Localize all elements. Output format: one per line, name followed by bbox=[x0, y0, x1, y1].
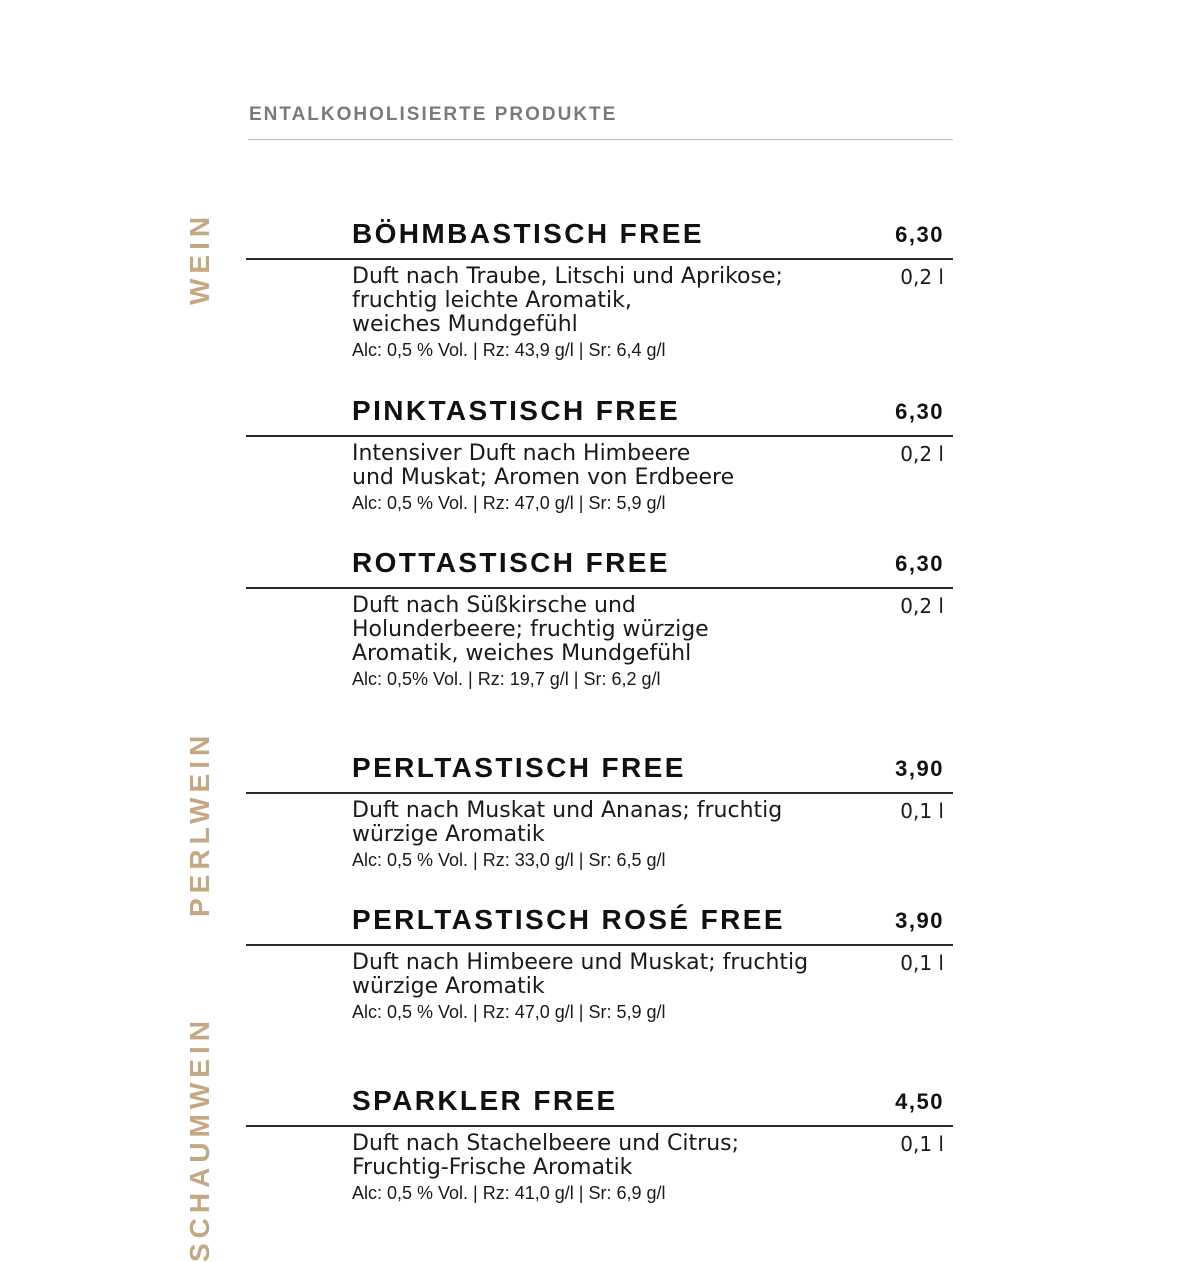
item-price: 6,30 bbox=[895, 551, 944, 576]
item-name: BÖHMBASTISCH FREE bbox=[352, 218, 704, 249]
item-divider bbox=[246, 792, 953, 794]
description-line: würzige Aromatik bbox=[352, 822, 545, 847]
item-divider bbox=[246, 944, 953, 946]
item-divider bbox=[246, 1125, 953, 1127]
item-description bbox=[352, 799, 872, 873]
item-description bbox=[352, 951, 872, 1025]
item-divider bbox=[246, 435, 953, 437]
item-name: ROTTASTISCH FREE bbox=[352, 547, 670, 578]
description-line: Holunderbeere; fruchtig würzige bbox=[352, 617, 709, 642]
page-heading: ENTALKOHOLISIERTE PRODUKTE bbox=[249, 104, 618, 125]
description-line: Duft nach Muskat und Ananas; fruchtig bbox=[352, 798, 783, 823]
heading-divider bbox=[248, 139, 953, 140]
item-price: 3,90 bbox=[895, 756, 944, 781]
item-specs: Alc: 0,5 % Vol. | Rz: 41,0 g/l | Sr: 6,9 g/l bbox=[352, 1183, 666, 1203]
item-name: PERLTASTISCH ROSÉ FREE bbox=[352, 904, 785, 935]
item-name: SPARKLER FREE bbox=[352, 1085, 618, 1116]
item-volume: 0,1 l bbox=[900, 1132, 944, 1156]
item-specs: Alc: 0,5 % Vol. | Rz: 47,0 g/l | Sr: 5,9 g/l bbox=[352, 1002, 666, 1022]
item-divider bbox=[246, 258, 953, 260]
description-line: weiches Mundgefühl bbox=[352, 312, 578, 337]
description-line: würzige Aromatik bbox=[352, 974, 545, 999]
item-description bbox=[352, 1132, 872, 1206]
description-line: Intensiver Duft nach Himbeere bbox=[352, 441, 691, 466]
item-divider bbox=[246, 587, 953, 589]
item-volume: 0,2 l bbox=[900, 594, 944, 618]
description-line: Duft nach Traube, Litschi und Aprikose; bbox=[352, 264, 783, 289]
menu-item bbox=[246, 904, 953, 1034]
item-specs: Alc: 0,5 % Vol. | Rz: 43,9 g/l | Sr: 6,4 g/l bbox=[352, 340, 666, 360]
item-price: 6,30 bbox=[895, 399, 944, 424]
item-price: 4,50 bbox=[895, 1089, 944, 1114]
description-line: Duft nach Himbeere und Muskat; fruchtig bbox=[352, 950, 809, 975]
section-label-wein: WEIN bbox=[184, 211, 215, 305]
item-name: PINKTASTISCH FREE bbox=[352, 395, 681, 426]
item-name: PERLTASTISCH FREE bbox=[352, 752, 686, 783]
menu-item bbox=[246, 752, 953, 882]
menu-item bbox=[246, 547, 953, 697]
menu-item bbox=[246, 218, 953, 368]
menu-item bbox=[246, 1085, 953, 1203]
item-price: 3,90 bbox=[895, 908, 944, 933]
description-line: Aromatik, weiches Mundgefühl bbox=[352, 641, 692, 666]
item-specs: Alc: 0,5 % Vol. | Rz: 33,0 g/l | Sr: 6,5 g/l bbox=[352, 850, 666, 870]
item-volume: 0,2 l bbox=[900, 265, 944, 289]
item-volume: 0,1 l bbox=[900, 951, 944, 975]
description-line: fruchtig leichte Aromatik, bbox=[352, 288, 632, 313]
item-specs: Alc: 0,5 % Vol. | Rz: 47,0 g/l | Sr: 5,9 g/l bbox=[352, 493, 666, 513]
section-label-perlwein: PERLWEIN bbox=[184, 730, 215, 917]
item-specs: Alc: 0,5% Vol. | Rz: 19,7 g/l | Sr: 6,2 g/l bbox=[352, 669, 661, 689]
item-volume: 0,2 l bbox=[900, 442, 944, 466]
description-line: Duft nach Süßkirsche und bbox=[352, 593, 636, 618]
item-description bbox=[352, 265, 872, 363]
item-price: 6,30 bbox=[895, 222, 944, 247]
item-description bbox=[352, 442, 872, 516]
item-volume: 0,1 l bbox=[900, 799, 944, 823]
section-label-schaumwein: SCHAUMWEIN bbox=[184, 1016, 215, 1262]
description-line: Duft nach Stachelbeere und Citrus; bbox=[352, 1131, 740, 1156]
item-description bbox=[352, 594, 872, 692]
description-line: und Muskat; Aromen von Erdbeere bbox=[352, 465, 735, 490]
menu-item bbox=[246, 395, 953, 525]
description-line: Fruchtig-Frische Aromatik bbox=[352, 1155, 633, 1180]
